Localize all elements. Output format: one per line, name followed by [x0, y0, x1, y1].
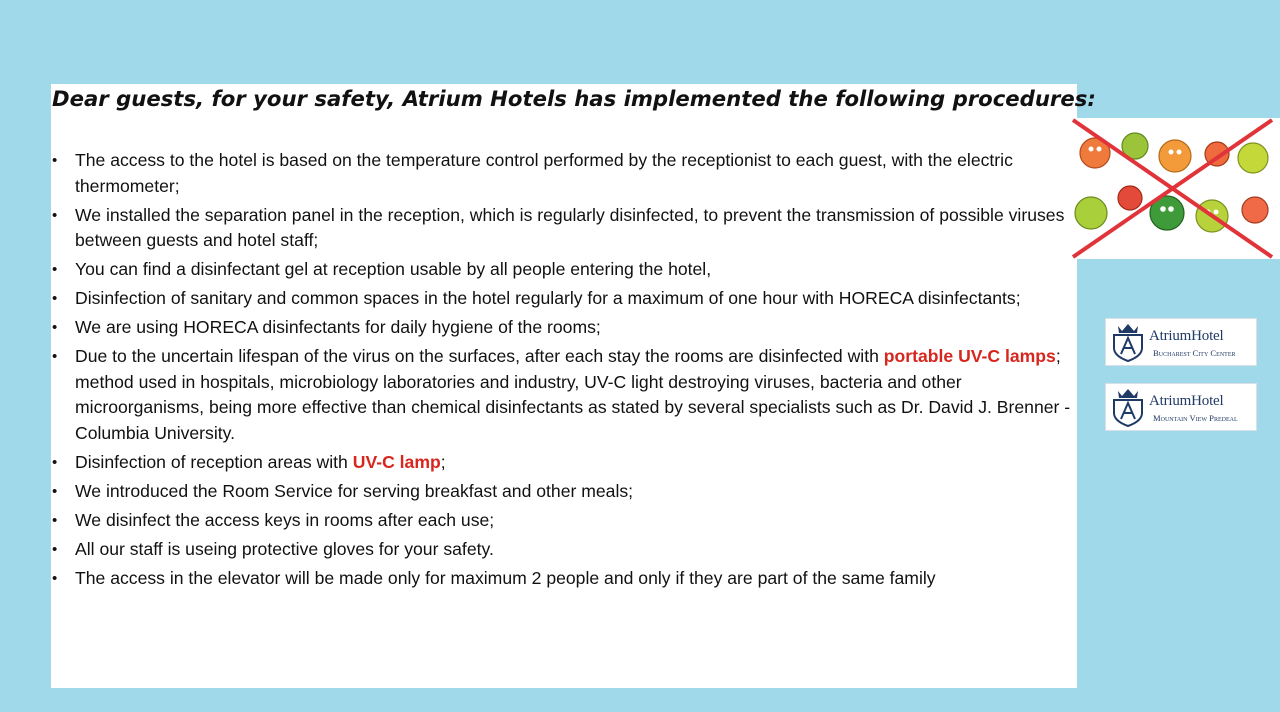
logo-subtitle: Mountain View Predeal [1153, 413, 1238, 423]
bullet-icon: • [52, 290, 58, 307]
item-text-before: Due to the uncertain lifespan of the virus on the surfaces, after each stay the rooms are disinfected with [75, 346, 884, 366]
list-item [51, 315, 1073, 341]
bullet-icon: • [52, 569, 58, 587]
bullet-icon: • [52, 206, 58, 224]
item-text: We are using HORECA disinfectants for daily hygiene of the rooms; [75, 317, 601, 337]
list-item [51, 537, 1073, 563]
item-text: Disinfection of sanitary and common spaces in the hotel regularly for a maximum of one hour with HORECA disinfectants; [75, 288, 1021, 308]
atrium-hotel-predeal-logo [1105, 383, 1257, 431]
item-text-before: Disinfection of reception areas with [75, 451, 353, 472]
logo-name: AtriumHotel [1149, 393, 1224, 409]
item-text: We disinfect the access keys in rooms after each use; [75, 509, 495, 530]
list-item [51, 479, 1073, 505]
item-text: You can find a disinfectant gel at reception usable by all people entering the hotel, [75, 259, 712, 279]
notice-panel [51, 84, 1096, 688]
list-item [51, 344, 1073, 446]
notice-title: Dear guests, for your safety, Atrium Hotels has implemented the following procedures: [52, 86, 1096, 111]
list-item [51, 148, 1073, 199]
item-text: The access in the elevator will be made only for maximum 2 people and only if they are part of the same family [75, 567, 936, 588]
item-text: We introduced the Room Service for serving breakfast and other meals; [75, 480, 634, 501]
list-item [51, 508, 1073, 534]
list-item [51, 257, 1073, 283]
crossed-out-viruses-icon [1065, 118, 1280, 259]
bullet-icon: • [52, 261, 58, 278]
procedures-list [51, 148, 1073, 595]
bullet-icon: • [52, 540, 58, 558]
highlight-text: UV-C lamp [352, 451, 441, 472]
bullet-icon: • [52, 453, 58, 471]
bullet-icon: • [52, 348, 58, 365]
list-item [51, 203, 1073, 254]
item-text-after: ; [440, 451, 446, 472]
bullet-icon: • [52, 511, 58, 529]
atrium-hotel-bucharest-logo [1105, 318, 1257, 366]
item-text-after: ; method used in hospitals, microbiology laboratories and industry, UV-C light destroying viruses, bacteria and other microorganisms, being more effective than chemical disinfectants as stated by several specialists such as Dr. David J. Brenner - Columbia University. [75, 346, 1071, 443]
list-item [51, 566, 1073, 592]
crowned-shield-a-icon [1110, 387, 1146, 427]
logo-subtitle: Bucharest City Center [1153, 348, 1236, 358]
highlight-text: portable UV-C lamps [883, 346, 1056, 366]
item-text: We installed the separation panel in the reception, which is regularly disinfected, to prevent the transmission of possible viruses between guests and hotel staff; [75, 204, 1065, 250]
logo-name: AtriumHotel [1149, 328, 1224, 344]
item-text: All our staff is useing protective gloves for your safety. [75, 538, 494, 559]
list-item [51, 450, 1073, 476]
bullet-icon: • [52, 482, 58, 500]
list-item [51, 286, 1073, 312]
item-text: The access to the hotel is based on the temperature control performed by the receptionist to each guest, with the electric thermometer; [75, 150, 1013, 196]
bullet-icon: • [52, 152, 58, 169]
crowned-shield-a-icon [1110, 322, 1146, 362]
bullet-icon: • [52, 319, 58, 336]
